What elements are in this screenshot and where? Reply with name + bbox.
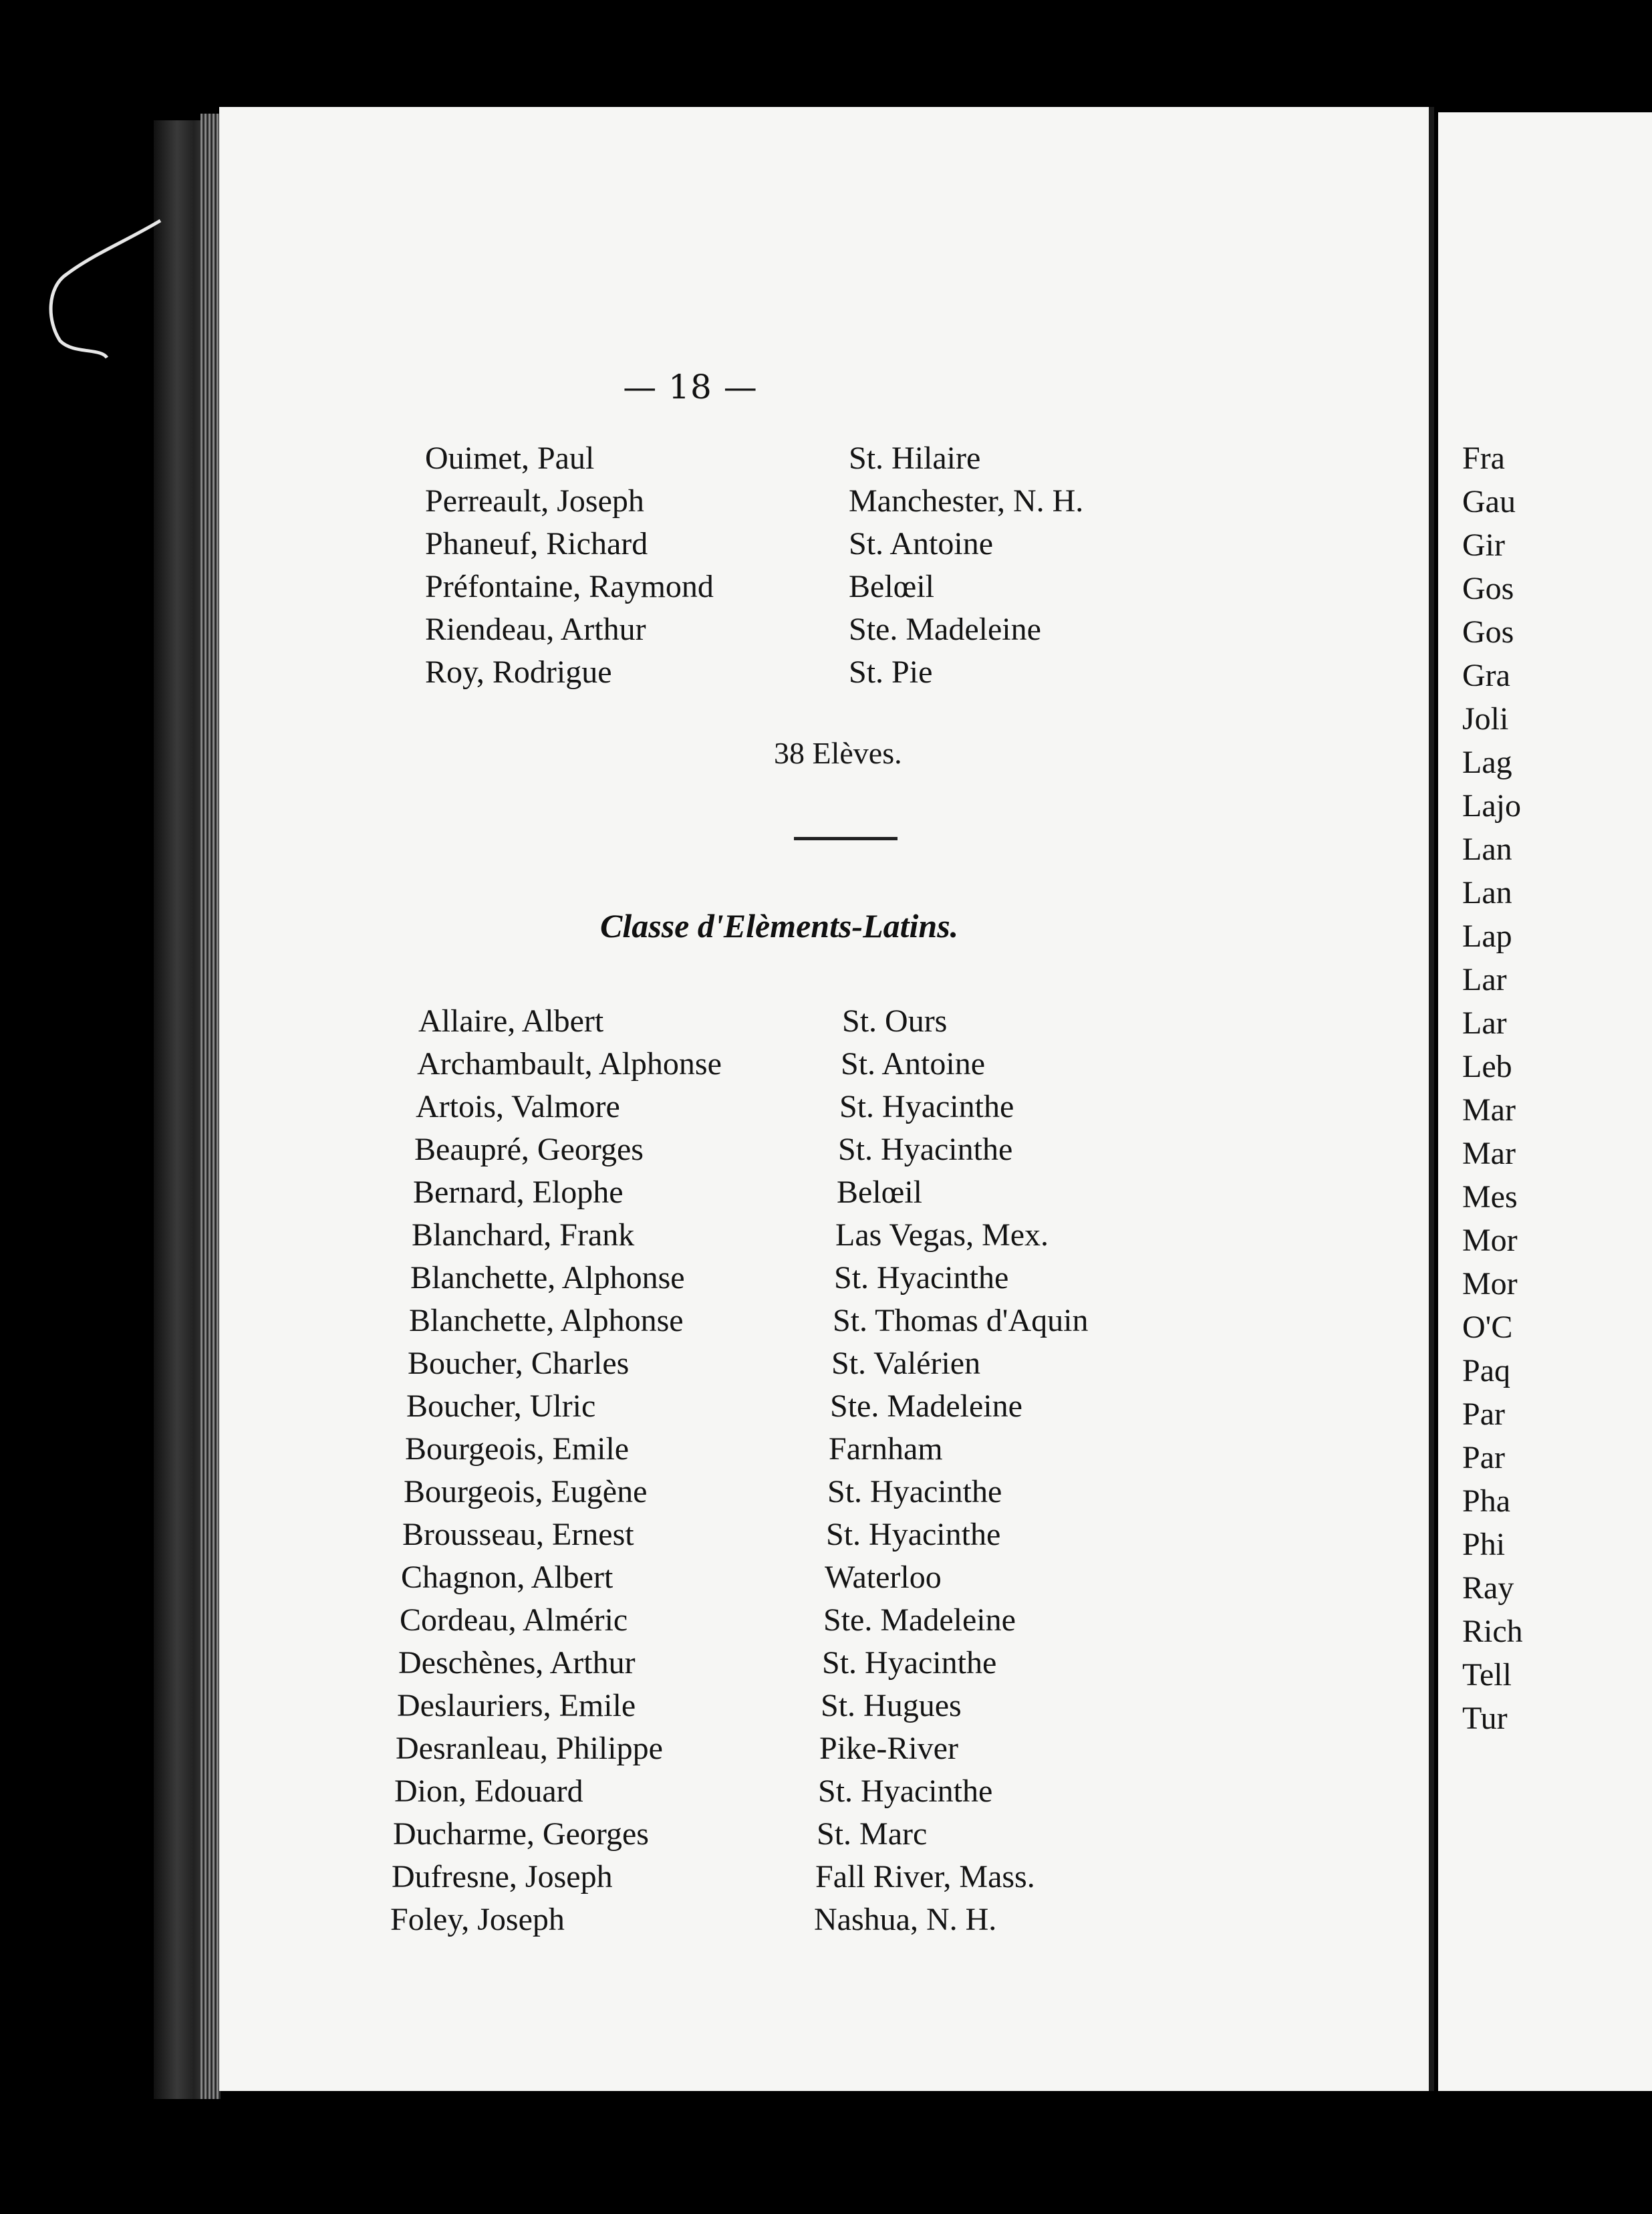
- cropped-name: Joli: [1462, 701, 1509, 737]
- section-divider: [794, 837, 898, 840]
- student-name: Ouimet, Paul: [425, 441, 595, 476]
- cropped-name: Lag: [1462, 745, 1512, 780]
- cropped-name: Tell: [1462, 1657, 1512, 1693]
- student-name: Bourgeois, Emile: [405, 1431, 630, 1467]
- cropped-name: Mor: [1462, 1266, 1518, 1302]
- student-name: Foley, Joseph: [390, 1902, 565, 1937]
- cropped-name: Rich: [1462, 1614, 1523, 1649]
- student-place: Las Vegas, Mex.: [835, 1217, 1049, 1253]
- right-page: [1438, 112, 1652, 2091]
- cropped-name: Lar: [1462, 1005, 1507, 1041]
- student-name: Cordeau, Alméric: [400, 1602, 628, 1638]
- cropped-name: Mar: [1462, 1136, 1516, 1171]
- student-place: St. Hugues: [821, 1688, 962, 1723]
- student-place: St. Antoine: [849, 526, 994, 562]
- student-place: Ste. Madeleine: [849, 612, 1041, 647]
- student-name: Boucher, Ulric: [406, 1388, 596, 1424]
- student-place: Belœil: [837, 1175, 922, 1210]
- student-place: Farnham: [829, 1431, 943, 1467]
- student-place: St. Valérien: [831, 1346, 981, 1381]
- cropped-name: Par: [1462, 1440, 1505, 1475]
- student-name: Bernard, Elophe: [413, 1175, 624, 1210]
- cropped-name: Tur: [1462, 1701, 1508, 1736]
- student-place: St. Hyacinthe: [838, 1132, 1013, 1167]
- student-name: Brousseau, Ernest: [402, 1517, 634, 1552]
- cropped-name: Leb: [1462, 1049, 1512, 1084]
- cropped-name: Gos: [1462, 614, 1514, 650]
- cropped-name: Phi: [1462, 1527, 1506, 1562]
- student-place: Ste. Madeleine: [830, 1388, 1022, 1424]
- student-name: Blanchette, Alphonse: [410, 1260, 685, 1296]
- student-place: St. Pie: [849, 654, 933, 690]
- cropped-name: Gra: [1462, 658, 1510, 693]
- student-place: St. Hyacinthe: [839, 1089, 1014, 1124]
- student-name: Perreault, Joseph: [425, 483, 644, 519]
- student-place: St. Ours: [842, 1003, 948, 1039]
- cropped-name: Mar: [1462, 1092, 1516, 1128]
- class-heading: Classe d'Elèments-Latins.: [600, 907, 959, 945]
- left-page: [219, 107, 1434, 2091]
- cropped-name: Fra: [1462, 441, 1505, 476]
- student-name: Dion, Edouard: [394, 1773, 583, 1809]
- student-place: Fall River, Mass.: [815, 1859, 1035, 1894]
- cropped-name: Lar: [1462, 962, 1507, 997]
- cropped-name: Gau: [1462, 484, 1516, 519]
- cropped-name: Mes: [1462, 1179, 1518, 1215]
- page-number: — 18 —: [623, 368, 758, 406]
- cropped-name: Ray: [1462, 1570, 1514, 1606]
- cropped-name: Lajo: [1462, 788, 1521, 824]
- student-place: St. Hyacinthe: [827, 1474, 1002, 1509]
- student-place: St. Thomas d'Aquin: [833, 1303, 1089, 1338]
- student-place: Pike-River: [819, 1731, 958, 1766]
- student-name: Riendeau, Arthur: [425, 612, 646, 647]
- student-place: St. Antoine: [841, 1046, 986, 1082]
- page-edges: [200, 114, 221, 2099]
- student-name: Boucher, Charles: [408, 1346, 630, 1381]
- cropped-name: O'C: [1462, 1310, 1513, 1345]
- cropped-name: Lan: [1462, 875, 1512, 910]
- cropped-name: Mor: [1462, 1223, 1518, 1258]
- student-name: Dufresne, Joseph: [392, 1859, 613, 1894]
- student-name: Phaneuf, Richard: [425, 526, 648, 562]
- cropped-name: Paq: [1462, 1353, 1510, 1388]
- student-name: Beaupré, Georges: [414, 1132, 644, 1167]
- student-name: Archambault, Alphonse: [417, 1046, 722, 1082]
- handwritten-mark: [27, 214, 174, 374]
- student-place: St. Hyacinthe: [822, 1645, 997, 1681]
- cropped-name: Gos: [1462, 571, 1514, 606]
- student-place: St. Marc: [817, 1816, 928, 1852]
- student-name: Deslauriers, Emile: [397, 1688, 636, 1723]
- student-name: Deschènes, Arthur: [398, 1645, 636, 1681]
- student-name: Blanchard, Frank: [412, 1217, 635, 1253]
- student-place: St. Hyacinthe: [818, 1773, 993, 1809]
- student-place: Nashua, N. H.: [814, 1902, 997, 1937]
- cropped-name: Lap: [1462, 918, 1512, 954]
- student-place: Manchester, N. H.: [849, 483, 1084, 519]
- student-place: St. Hyacinthe: [826, 1517, 1001, 1552]
- student-name: Préfontaine, Raymond: [425, 569, 714, 604]
- student-place: St. Hilaire: [849, 441, 981, 476]
- student-name: Ducharme, Georges: [393, 1816, 649, 1852]
- student-place: Ste. Madeleine: [823, 1602, 1016, 1638]
- cropped-name: Par: [1462, 1396, 1505, 1432]
- student-count: 38 Elèves.: [774, 736, 902, 770]
- student-place: St. Hyacinthe: [834, 1260, 1009, 1296]
- student-name: Artois, Valmore: [416, 1089, 620, 1124]
- student-name: Allaire, Albert: [418, 1003, 604, 1039]
- cropped-name: Lan: [1462, 832, 1512, 867]
- student-place: Waterloo: [825, 1560, 942, 1595]
- cropped-name: Pha: [1462, 1483, 1510, 1519]
- student-name: Bourgeois, Eugène: [404, 1474, 648, 1509]
- student-name: Roy, Rodrigue: [425, 654, 612, 690]
- student-place: Belœil: [849, 569, 934, 604]
- cropped-name: Gir: [1462, 527, 1505, 563]
- student-name: Chagnon, Albert: [401, 1560, 613, 1595]
- student-name: Desranleau, Philippe: [396, 1731, 663, 1766]
- student-name: Blanchette, Alphonse: [409, 1303, 684, 1338]
